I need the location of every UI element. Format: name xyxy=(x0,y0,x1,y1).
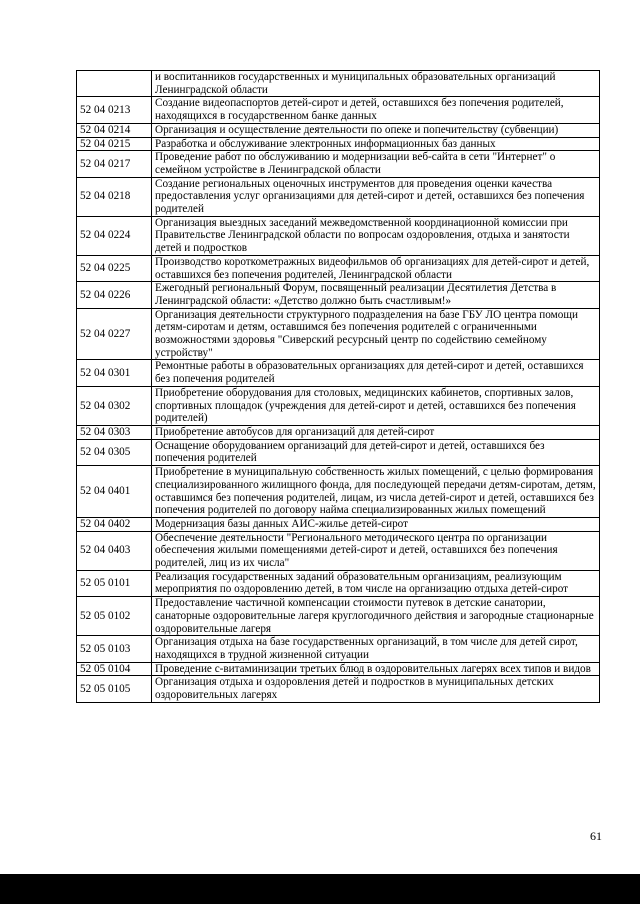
row-name: Производство короткометражных видеофильмов об организациях для детей-сирот и детей, оставшихся без попечения родителей, Ленинградской области xyxy=(152,255,600,281)
row-name: Обеспечение деятельности "Регионального методического центра по организации обеспечения жилыми помещениями детей-сирот и детей, оставшихся без попечения родителей, лиц из их числа" xyxy=(152,531,600,570)
row-name: Разработка и обслуживание электронных информационных баз данных xyxy=(152,137,600,151)
row-name: Ремонтные работы в образовательных организациях для детей-сирот и детей, оставшихся без попечения родителей xyxy=(152,360,600,386)
row-name: Проведение работ по обслуживанию и модернизации веб-сайта в сети "Интернет" о семейном устройстве в Ленинградской области xyxy=(152,151,600,177)
row-code: 52 04 0226 xyxy=(77,282,152,308)
row-code: 52 04 0218 xyxy=(77,177,152,216)
table-row xyxy=(77,177,600,216)
table-row xyxy=(77,570,600,596)
table-row xyxy=(77,151,600,177)
table-row xyxy=(77,255,600,281)
table-row xyxy=(77,662,600,676)
row-code: 52 05 0102 xyxy=(77,597,152,636)
row-code xyxy=(77,71,152,97)
row-name: Оснащение оборудованием организаций для детей-сирот и детей, оставшихся без попечения родителей xyxy=(152,439,600,465)
row-code: 52 05 0101 xyxy=(77,570,152,596)
table-row xyxy=(77,517,600,531)
table-row xyxy=(77,386,600,425)
row-name: и воспитанников государственных и муниципальных образовательных организаций Ленинградской области xyxy=(152,71,600,97)
row-code: 52 05 0103 xyxy=(77,636,152,662)
table-row xyxy=(77,123,600,137)
row-code: 52 04 0215 xyxy=(77,137,152,151)
row-code: 52 04 0224 xyxy=(77,216,152,255)
row-name: Приобретение в муниципальную собственность жилых помещений, с целью формирования специализированного жилищного фонда, для последующей передачи детям-сиротам, детям, оставшимся без попечения родителей, лицам, из числа детей-сирот и детей, оставшихся без попечения родителей по договору найма специализированных жилых помещений xyxy=(152,466,600,518)
table-row xyxy=(77,531,600,570)
row-code: 52 04 0214 xyxy=(77,123,152,137)
table-row xyxy=(77,425,600,439)
page-number: 61 xyxy=(590,829,602,843)
row-code: 52 04 0225 xyxy=(77,255,152,281)
row-name: Предоставление частичной компенсации стоимости путевок в детские санатории, санаторные оздоровительные лагеря круглогодичного действия и загородные стационарные оздоровительные лагеря xyxy=(152,597,600,636)
row-name: Реализация государственных заданий образовательным организациям, реализующим мероприятия по оздоровлению детей, в том числе на организацию отдыха детей-сирот xyxy=(152,570,600,596)
row-code: 52 04 0402 xyxy=(77,517,152,531)
table-row xyxy=(77,636,600,662)
row-code: 52 04 0302 xyxy=(77,386,152,425)
row-name: Создание видеопаспортов детей-сирот и детей, оставшихся без попечения родителей, находящихся в государственном банке данных xyxy=(152,97,600,123)
table-row xyxy=(77,439,600,465)
row-code: 52 05 0104 xyxy=(77,662,152,676)
row-code: 52 04 0213 xyxy=(77,97,152,123)
table-row xyxy=(77,282,600,308)
table-row xyxy=(77,97,600,123)
row-code: 52 04 0301 xyxy=(77,360,152,386)
row-name: Создание региональных оценочных инструментов для проведения оценки качества предоставления услуг организациями для детей-сирот и детей, оставшихся без попечения родителей xyxy=(152,177,600,216)
budget-code-table xyxy=(76,70,600,703)
row-name: Приобретение оборудования для столовых, медицинских кабинетов, спортивных залов, спортивных площадок (учреждения для детей-сирот и детей, оставшихся без попечения родителей) xyxy=(152,386,600,425)
row-name: Модернизация базы данных АИС-жилье детей-сирот xyxy=(152,517,600,531)
row-name: Организация и осуществление деятельности по опеке и попечительству (субвенции) xyxy=(152,123,600,137)
scan-bottom-edge xyxy=(0,874,640,904)
table-row xyxy=(77,360,600,386)
row-code: 52 04 0403 xyxy=(77,531,152,570)
table-row xyxy=(77,597,600,636)
table-row xyxy=(77,216,600,255)
row-code: 52 04 0303 xyxy=(77,425,152,439)
row-name: Организация отдыха и оздоровления детей и подростков в муниципальных детских оздоровительных лагерях xyxy=(152,676,600,702)
table-body xyxy=(77,71,600,703)
table-row xyxy=(77,308,600,360)
row-name: Приобретение автобусов для организаций для детей-сирот xyxy=(152,425,600,439)
row-name: Ежегодный региональный Форум, посвященный реализации Десятилетия Детства в Ленинградской области: «Детство должно быть счастливым!» xyxy=(152,282,600,308)
row-code: 52 05 0105 xyxy=(77,676,152,702)
row-name: Организация деятельности структурного подразделения на базе ГБУ ЛО центра помощи детям-сиротам и детям, оставшимся без попечения родителей с ограниченными возможностями здоровья "Сиверский ресурсный центр по содействию семейному устройству" xyxy=(152,308,600,360)
table-row xyxy=(77,137,600,151)
table-row xyxy=(77,71,600,97)
row-name: Проведение с-витаминизации третьих блюд в оздоровительных лагерях всех типов и видов xyxy=(152,662,600,676)
row-code: 52 04 0401 xyxy=(77,466,152,518)
row-code: 52 04 0217 xyxy=(77,151,152,177)
row-code: 52 04 0227 xyxy=(77,308,152,360)
row-name: Организация отдыха на базе государственных организаций, в том числе для детей сирот, находящихся в трудной жизненной ситуации xyxy=(152,636,600,662)
table-row xyxy=(77,676,600,702)
table-row xyxy=(77,466,600,518)
row-code: 52 04 0305 xyxy=(77,439,152,465)
row-name: Организация выездных заседаний межведомственной координационной комиссии при Правительстве Ленинградской области по вопросам оздоровления, отдыха и занятости детей и подростков xyxy=(152,216,600,255)
